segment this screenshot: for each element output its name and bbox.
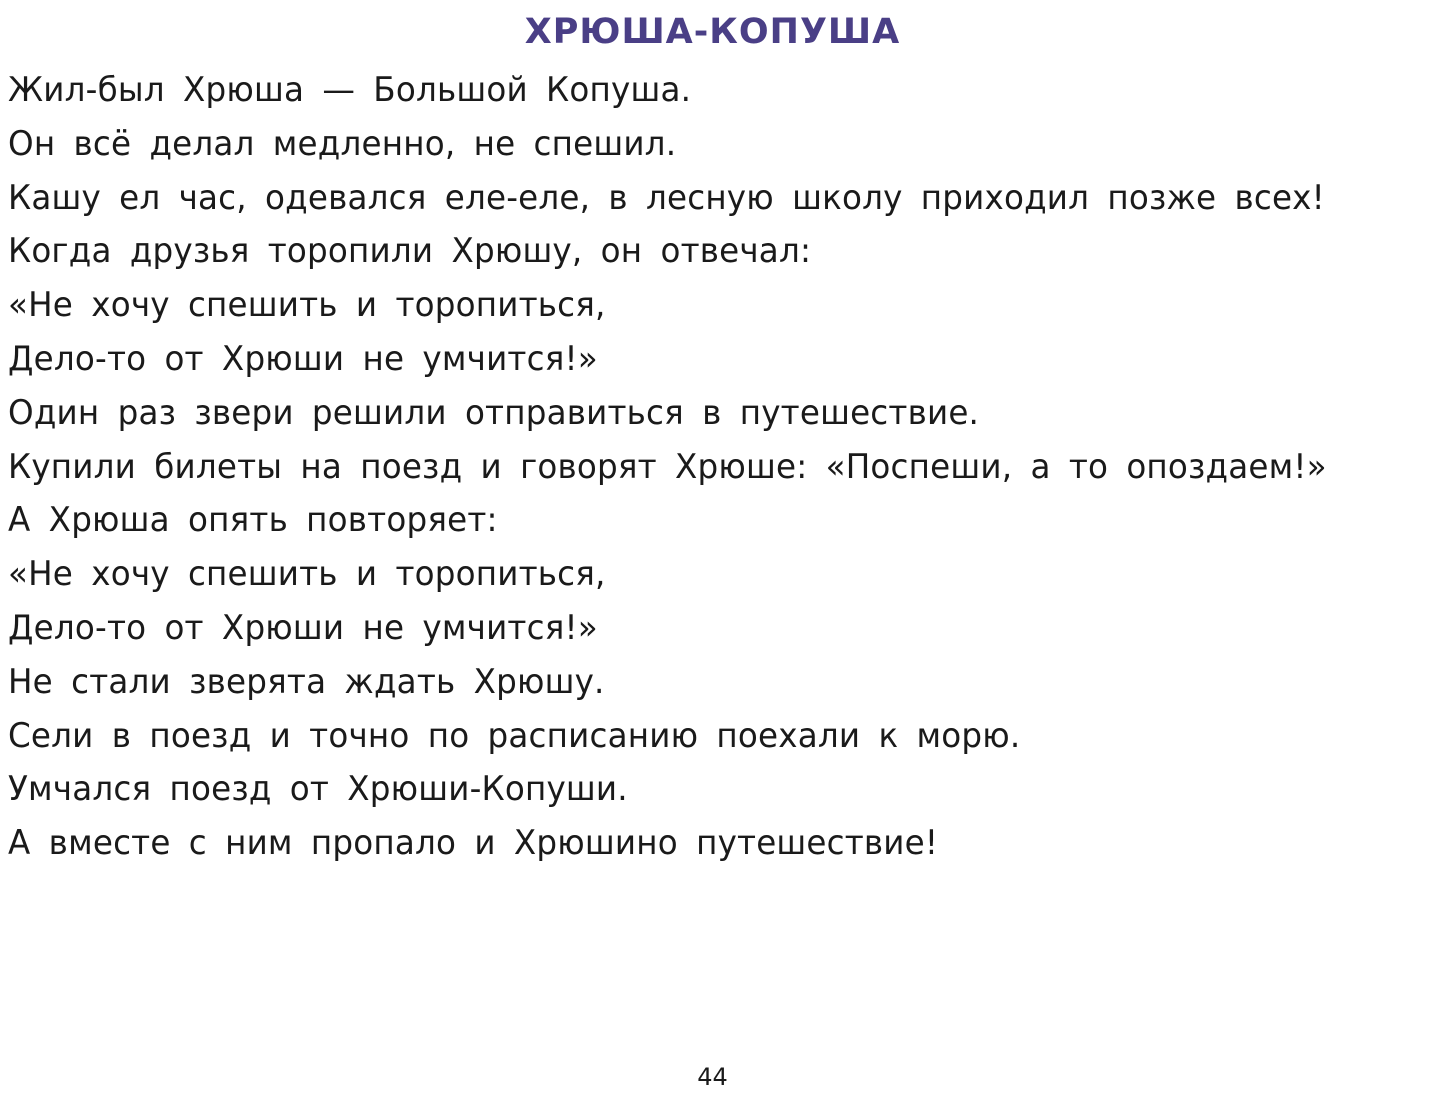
story-line: Он всё делал медленно, не спешил. bbox=[8, 123, 677, 164]
story-line: Дело-то от Хрюши не умчится!» bbox=[8, 607, 598, 648]
story-title: ХРЮША-КОПУША bbox=[524, 12, 901, 52]
story-line: Умчался поезд от Хрюши-Копуши. bbox=[8, 769, 628, 810]
story-line: Не стали зверята ждать Хрюшу. bbox=[8, 661, 605, 702]
page-number: 44 bbox=[697, 1063, 728, 1091]
story-line: Один раз звери решили отправиться в путешествие. bbox=[8, 392, 980, 433]
story-line: «Не хочу спешить и торопиться, bbox=[8, 554, 606, 595]
story-line: Жил-был Хрюша — Большой Копуша. bbox=[8, 70, 692, 110]
story-line: Купили билеты на поезд и говорят Хрюше: «Поспеши, а то опоздаем!» bbox=[8, 446, 1327, 487]
story-line: Дело-то от Хрюши не умчится!» bbox=[8, 338, 598, 379]
story-line: Когда друзья торопили Хрюшу, он отвечал: bbox=[8, 231, 812, 272]
story-line: Сели в поезд и точно по расписанию поехали к морю. bbox=[8, 715, 1021, 756]
story-line: Кашу ел час, одевался еле-еле, в лесную школу приходил позже всех! bbox=[8, 177, 1325, 218]
story-text bbox=[8, 64, 1438, 871]
story-line: А Хрюша опять повторяет: bbox=[8, 500, 498, 541]
story-line: «Не хочу спешить и торопиться, bbox=[8, 285, 606, 326]
story-line: А вместе с ним пропало и Хрюшино путешествие! bbox=[8, 823, 939, 864]
